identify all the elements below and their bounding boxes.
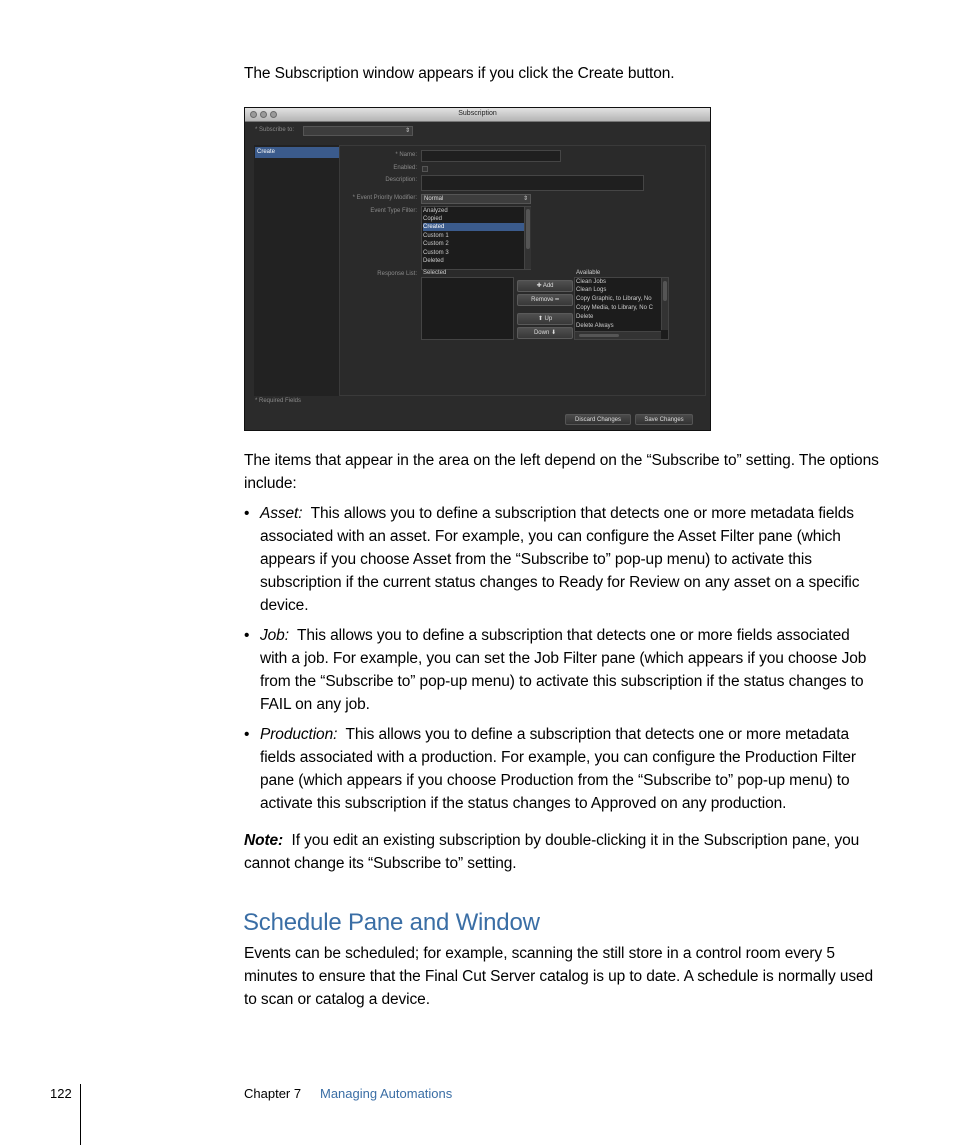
note-text: If you edit an existing subscription by double-clicking it in the Subscription pane, you cannot change its “Subscribe to” setting. [244, 832, 860, 872]
note-paragraph [244, 829, 880, 875]
down-button: Down ⬇ [517, 327, 573, 339]
required-fields-note: * Required Fields [255, 398, 302, 404]
bullet-icon: • [244, 726, 250, 743]
bullet-icon: • [244, 505, 250, 522]
list-item: Custom 3 [423, 250, 449, 256]
list-item [244, 502, 880, 617]
scrollbar [524, 207, 531, 269]
list-item: Clean Logs [576, 287, 607, 293]
remove-button: Remove ━ [517, 294, 573, 306]
bullet-text: This allows you to define a subscription that detects one or more metadata fields associated with an asset. For example, you can configure the Asset Filter pane (which appears if you choose Asset from the “Subscribe to” pop-up menu) to activate this subscription if the current status changes to Ready for Review on any asset on a specific device. [260, 505, 860, 614]
enabled-label: Enabled: [393, 165, 417, 171]
popup-arrows-icon: ⇕ [522, 196, 528, 202]
up-arrow-icon: ⬆ [537, 316, 543, 322]
event-filter-label: Event Type Filter: [370, 208, 417, 214]
subscribe-to-label: * Subscribe to: [255, 127, 295, 133]
list-item: Copy Media, to Library, No C [576, 305, 653, 311]
description-label: Description: [385, 177, 417, 183]
note-label: Note: [244, 832, 284, 849]
bullet-text: This allows you to define a subscription that detects one or more metadata fields associated with a production. For example, you can configure the Production Filter pane (which appears if you choose Production from the “Subscribe to” pop-up menu) to activate this subscription if the status changes to Approved on any production. [260, 726, 856, 812]
list-item: Delete [576, 314, 594, 320]
name-field [421, 150, 561, 162]
bullet-term: Job: [260, 627, 289, 644]
footer-chapter: Chapter 7 [244, 1086, 302, 1101]
subscription-window-screenshot [244, 107, 711, 431]
description-field [421, 175, 644, 191]
options-paragraph: The items that appear in the area on the left depend on the “Subscribe to” setting. The options include: [244, 452, 879, 492]
priority-value: Normal [424, 196, 444, 202]
name-label: * Name: [395, 152, 417, 158]
list-item: Analyzed [423, 208, 448, 214]
subscribe-to-popup [303, 126, 413, 136]
up-button: ⬆ Up [517, 313, 573, 325]
window-titlebar [245, 108, 710, 122]
response-list-label: Response List: [377, 271, 417, 277]
add-button: ✚ Add [517, 280, 573, 292]
intro-paragraph: The Subscription window appears if you click the Create button. [244, 65, 675, 82]
bullet-term: Production: [260, 726, 338, 743]
available-responses-list [574, 277, 669, 340]
priority-popup [421, 194, 531, 204]
list-item: Custom 2 [423, 241, 449, 247]
list-item: Delete Always [576, 323, 614, 329]
page-number: 122 [50, 1086, 72, 1101]
footer-divider [80, 1084, 81, 1145]
list-item: Copy Graphic, to Library, No [576, 296, 652, 302]
window-title: Subscription [458, 110, 497, 117]
available-header: Available [576, 270, 601, 276]
scrollbar [661, 278, 668, 330]
list-item [244, 624, 880, 716]
bullet-text: This allows you to define a subscription that detects one or more fields associated with a job. For example, you can set the Job Filter pane (which appears if you choose Job from the “Subscribe to” pop-up menu) to activate this subscription if the status changes to FAIL on any job. [260, 627, 867, 713]
options-list [244, 502, 880, 822]
selected-responses-list [421, 277, 514, 340]
discard-changes-button: Discard Changes [565, 414, 631, 425]
list-item: Custom 1 [423, 233, 449, 239]
list-item: Created [423, 223, 524, 231]
bullet-term: Asset: [260, 505, 303, 522]
event-filter-list [421, 206, 531, 270]
priority-label: * Event Priority Modifier: [352, 195, 417, 201]
schedule-paragraph: Events can be scheduled; for example, scanning the still store in a control room every 5 minutes to ensure that the Final Cut Server catalog is up to date. A schedule is normally used to scan or catalog a device. [244, 945, 874, 1008]
footer-chapter-title: Managing Automations [320, 1086, 453, 1101]
save-changes-button: Save Changes [635, 414, 693, 425]
list-item: Deleted [423, 258, 444, 264]
selected-header: Selected [423, 270, 447, 276]
left-list-selected-item: Create [255, 147, 339, 158]
plus-icon: ✚ [536, 283, 542, 289]
list-item: Clean Jobs [576, 279, 607, 285]
popup-arrows-icon: ⇕ [404, 128, 410, 134]
list-item: Copied [423, 216, 443, 222]
section-heading: Schedule Pane and Window [243, 909, 540, 936]
minus-icon: ━ [555, 297, 559, 303]
down-arrow-icon: ⬇ [550, 330, 557, 336]
list-item [244, 723, 880, 815]
bullet-icon: • [244, 627, 250, 644]
horizontal-scrollbar [575, 331, 661, 339]
enabled-checkbox [422, 166, 428, 172]
